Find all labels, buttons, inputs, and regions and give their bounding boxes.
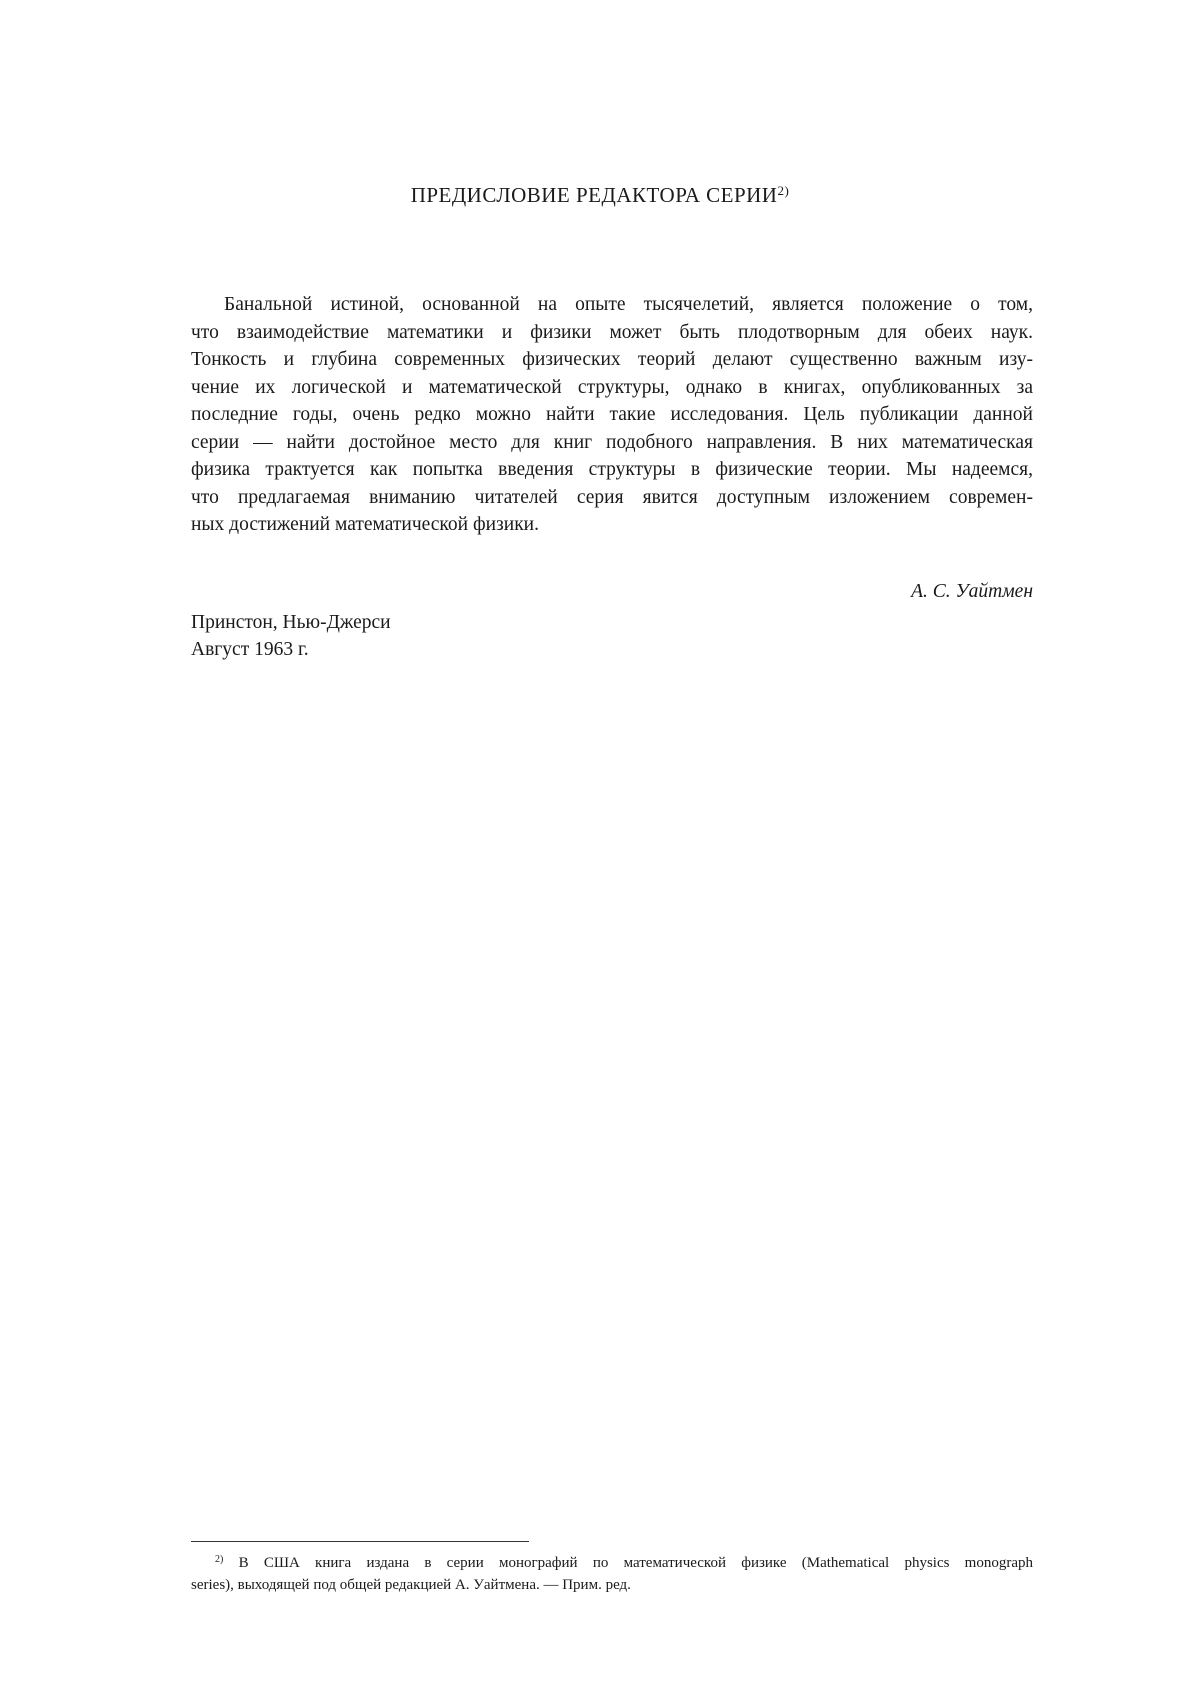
paragraph-line: последние годы, очень редко можно найти такие исследования. Цель публикации данной xyxy=(191,404,1033,425)
paragraph-line: ных достижений математической физики. xyxy=(191,514,539,535)
preface-paragraph xyxy=(191,291,1033,539)
footnote-reference: 2) xyxy=(777,183,790,198)
paragraph-line: серии — найти достойное место для книг подобного направления. В них математическая xyxy=(191,431,1033,453)
author-signature: А. С. Уайтмен xyxy=(911,581,1033,602)
paragraph-line: физика трактуется как попытка введения структуры в физические теории. Мы надеемся, xyxy=(191,459,1033,480)
paragraph-line: что взаимодействие математики и физики может быть плодотворным для обеих наук. xyxy=(191,321,1033,343)
place-and-date xyxy=(191,609,391,663)
footnote-line-text: В США книга издана в серии монографий по математической физике (Mathematical physics monograph xyxy=(238,1555,1034,1571)
footnote-line: series), выходящей под общей редакцией А. Уайтмена. — Прим. ред. xyxy=(191,1577,631,1593)
paragraph-line: что предлагаемая вниманию читателей серия явится доступным изложением современ- xyxy=(191,486,1033,508)
paragraph-line: чение их логической и математической структуры, однако в книгах, опубликованных за xyxy=(191,376,1033,398)
footnote xyxy=(191,1549,1033,1596)
page-title xyxy=(0,183,1200,208)
paragraph-line: Банальной истиной, основанной на опыте тысячелетий, является положение о том, xyxy=(224,294,1033,315)
footnote-divider xyxy=(191,1541,529,1542)
footnote-mark: 2) xyxy=(215,1554,224,1565)
place-text: Принстон, Нью-Джерси xyxy=(191,612,391,633)
title-text: ПРЕДИСЛОВИЕ РЕДАКТОРА СЕРИИ xyxy=(410,183,778,207)
date-text: Август 1963 г. xyxy=(191,639,309,660)
footnote-line xyxy=(191,1549,1033,1574)
paragraph-line: Тонкость и глубина современных физических теорий делают существенно важным изу- xyxy=(191,349,1033,370)
